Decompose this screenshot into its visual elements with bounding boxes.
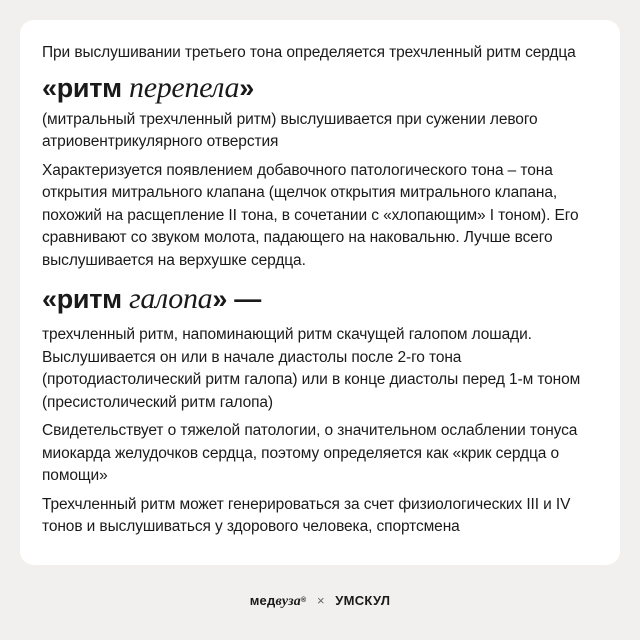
content-card xyxy=(20,20,620,565)
gallop-paragraph-2: Свидетельствует о тяжелой патологии, о значительном ослаблении тонуса миокарда желудочков сердца, поэтому определяется как «крик сердца о помощи» xyxy=(42,422,578,484)
quail-paragraph-2: Характеризуется появлением добавочного патологического тона – тона открытия митрального клапана (щелчок открытия митрального клапана, похожий на расщепление II тона, в сочетании с «хлопающим» I тоном). Его сравнивают со звуком молота, падающего на наковальню. Лучше всего выслушивается на верхушке сердца. xyxy=(42,161,579,269)
heading-quail-rhythm xyxy=(42,71,598,105)
times-icon: × xyxy=(316,593,325,608)
heading-quail-close: » xyxy=(239,72,254,103)
heading-quail-open: «ритм xyxy=(42,72,130,103)
intro-text: При выслушивании третьего тона определяется трехчленный ритм сердца xyxy=(42,44,576,61)
gallop-paragraph-1: трехчленный ритм, напоминающий ритм скачущей галопом лошади. Выслушивается он или в начале диастолы после 2-го тона (протодиастолический ритм галопа) или в конце диастолы перед 1-м тоном (пресистолический ритм галопа) xyxy=(42,326,581,411)
heading-quail-italic: перепела xyxy=(129,70,240,104)
heading-gallop-rhythm xyxy=(42,282,598,316)
heading-gallop-italic: галопа xyxy=(129,282,213,315)
footer-brands xyxy=(0,592,640,611)
heading-gallop-close: » — xyxy=(212,284,261,314)
medvuza-logo: медвуза® xyxy=(249,593,307,609)
umskul-logo: УМСКУЛ xyxy=(335,593,391,608)
quail-paragraph-1: (митральный трехчленный ритм) выслушивается при сужении левого атриовентрикулярного отверстия xyxy=(42,110,538,150)
gallop-paragraph-3: Трехчленный ритм может генерироваться за счет физиологических III и IV тонов и выслушиваться у здорового человека, спортсмена xyxy=(42,495,571,535)
heading-gallop-open: «ритм xyxy=(42,284,130,314)
